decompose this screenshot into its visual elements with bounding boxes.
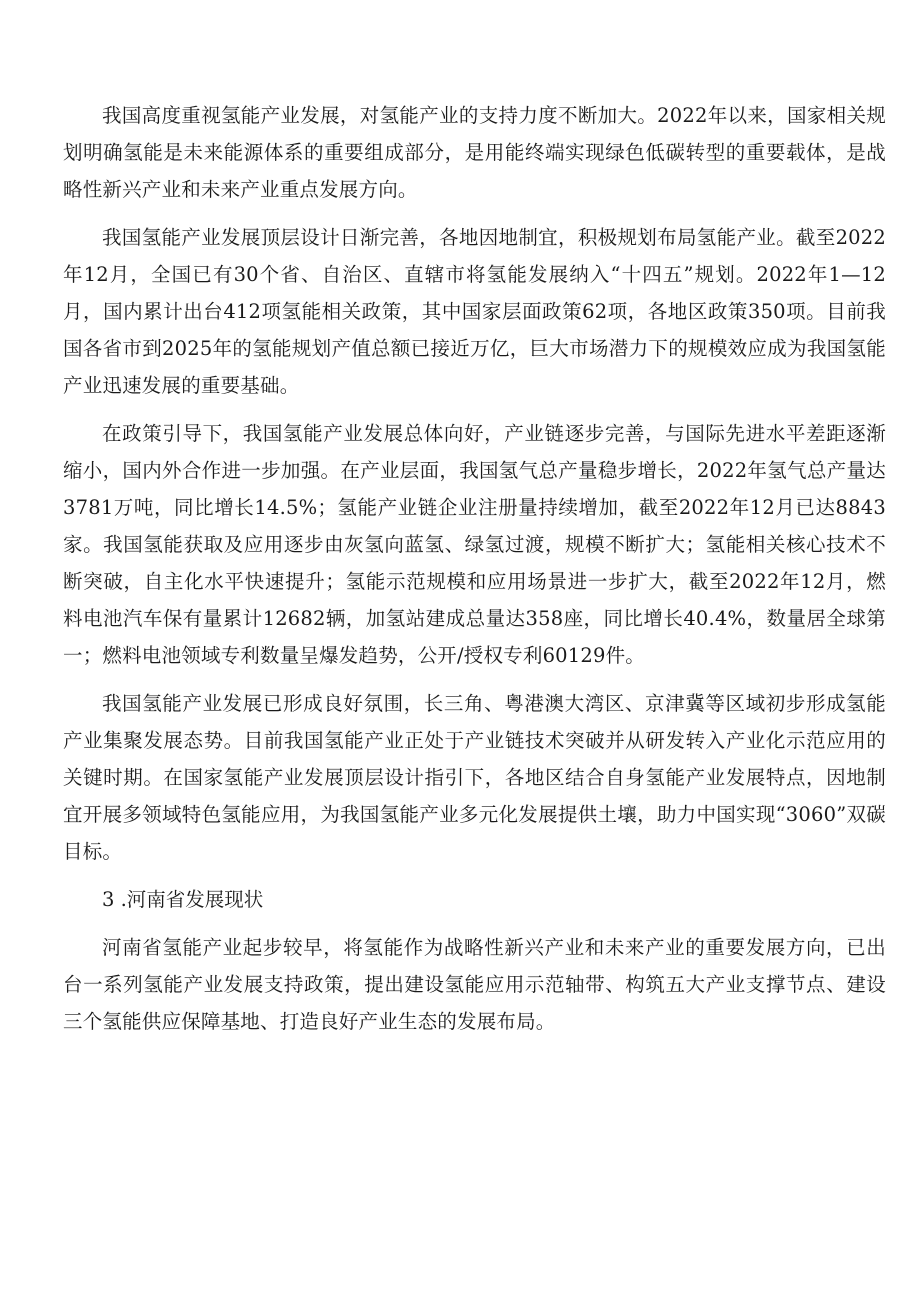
paragraph: 我国氢能产业发展顶层设计日渐完善，各地因地制宜，积极规划布局氢能产业。截至2022年12月，全国已有30个省、自治区、直辖市将氢能发展纳入“十四五”规划。2022年1—12月，国内累计出台412项氢能相关政策，其中国家层面政策62项，各地区政策350项。目前我国各省市到2025年的氢能规划产值总额已接近万亿，巨大市场潜力下的规模效应成为我国氢能产业迅速发展的重要基础。	[63, 226, 886, 397]
paragraph: 我国高度重视氢能产业发展，对氢能产业的支持力度不断加大。2022年以来，国家相关规划明确氢能是未来能源体系的重要组成部分，是用能终端实现绿色低碳转型的重要载体，是战略性新兴产业和未来产业重点发展方向。	[63, 104, 886, 201]
document-page	[63, 97, 886, 1051]
paragraph: 在政策引导下，我国氢能产业发展总体向好，产业链逐步完善，与国际先进水平差距逐渐缩小，国内外合作进一步加强。在产业层面，我国氢气总产量稳步增长，2022年氢气总产量达3781万吨，同比增长14.5%；氢能产业链企业注册量持续增加，截至2022年12月已达8843家。我国氢能获取及应用逐步由灰氢向蓝氢、绿氢过渡，规模不断扩大；氢能相关核心技术不断突破，自主化水平快速提升；氢能示范规模和应用场景进一步扩大，截至2022年12月，燃料电池汽车保有量累计12682辆，加氢站建成总量达358座，同比增长40.4%，数量居全球第一；燃料电池领域专利数量呈爆发趋势，公开/授权专利60129件。	[63, 422, 886, 667]
paragraph: 河南省氢能产业起步较早，将氢能作为战略性新兴产业和未来产业的重要发展方向，已出台一系列氢能产业发展支持政策，提出建设氢能应用示范轴带、构筑五大产业支撑节点、建设三个氢能供应保障基地、打造良好产业生态的发展布局。	[63, 936, 886, 1033]
section-heading: 3 .河南省发展现状	[102, 888, 264, 911]
paragraph: 我国氢能产业发展已形成良好氛围，长三角、粤港澳大湾区、京津冀等区域初步形成氢能产业集聚发展态势。目前我国氢能产业正处于产业链技术突破并从研发转入产业化示范应用的关键时期。在国家氢能产业发展顶层设计指引下，各地区结合自身氢能产业发展特点，因地制宜开展多领域特色氢能应用，为我国氢能产业多元化发展提供土壤，助力中国实现“3060”双碳目标。	[63, 692, 886, 863]
